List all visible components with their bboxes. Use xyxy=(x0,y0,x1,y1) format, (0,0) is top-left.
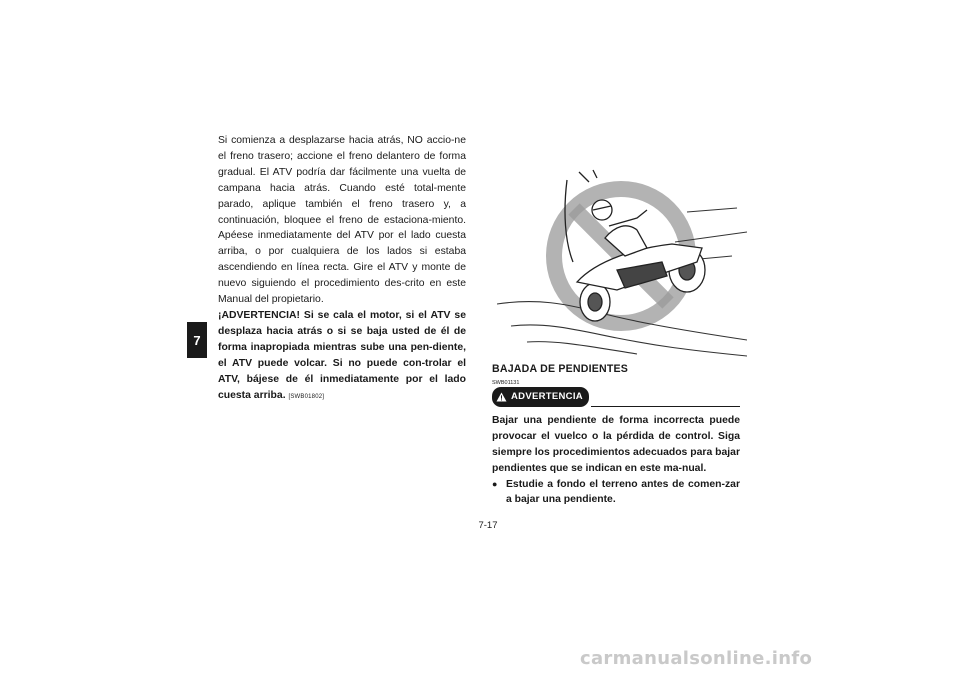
left-column xyxy=(218,133,466,405)
chapter-number: 7 xyxy=(193,332,201,348)
right-column xyxy=(492,362,740,508)
warning-label: ADVERTENCIA xyxy=(511,391,583,402)
list-item xyxy=(492,477,740,509)
inline-warning xyxy=(218,308,466,405)
warning-code: [SWB01802] xyxy=(288,393,325,400)
warning-badge xyxy=(492,387,589,407)
chapter-tab xyxy=(187,322,207,358)
section-heading: BAJADA DE PENDIENTES xyxy=(492,363,629,375)
list-item-text: Estudie a fondo el terreno antes de comen-zar a bajar una pendiente. xyxy=(506,478,740,506)
intro-paragraph: Si comienza a desplazarse hacia atrás, NO accio-ne el freno trasero; accione el freno delantero de forma gradual. El ATV podría dar fácilmente una vuelta de campana hacia atrás. Cuando esté total-mente parado, aplique también el freno trasero y, a continuación, bloquee el freno de estaciona-miento. Apéese inmediatamente del ATV por el lado cuesta arriba, o por cualquiera de los lados si estaba ascendiendo en línea recta. Gire el ATV y monte de nuevo siguiendo el procedimiento des-crito en este Manual del propietario. xyxy=(218,135,466,306)
atv-descent-prohibited-illustration xyxy=(497,152,747,362)
watermark: carmanualsonline.info xyxy=(580,648,813,669)
warning-triangle-icon xyxy=(496,392,507,402)
warning-banner xyxy=(492,387,740,407)
section-code: SWB01131 xyxy=(492,379,520,386)
warning-body: Bajar una pendiente de forma incorrecta puede provocar el vuelco o la pérdida de control. Siga siempre los procedimientos adecuados para bajar pendientes que se indican en este ma-nual. xyxy=(492,414,740,474)
warning-rule xyxy=(591,406,740,407)
inline-warning-text: ¡ADVERTENCIA! Si se cala el motor, si el ATV se desplaza hacia atrás o si se baja usted de él de forma inapropiada mientras sube una pen-diente, el ATV puede volcar. Si no puede con-trolar el ATV, bájese de él inmediatamente por el lado cuesta arriba. xyxy=(218,309,466,401)
page-number: 7-17 xyxy=(478,520,498,531)
bullet-dot-icon: ● xyxy=(492,478,498,489)
